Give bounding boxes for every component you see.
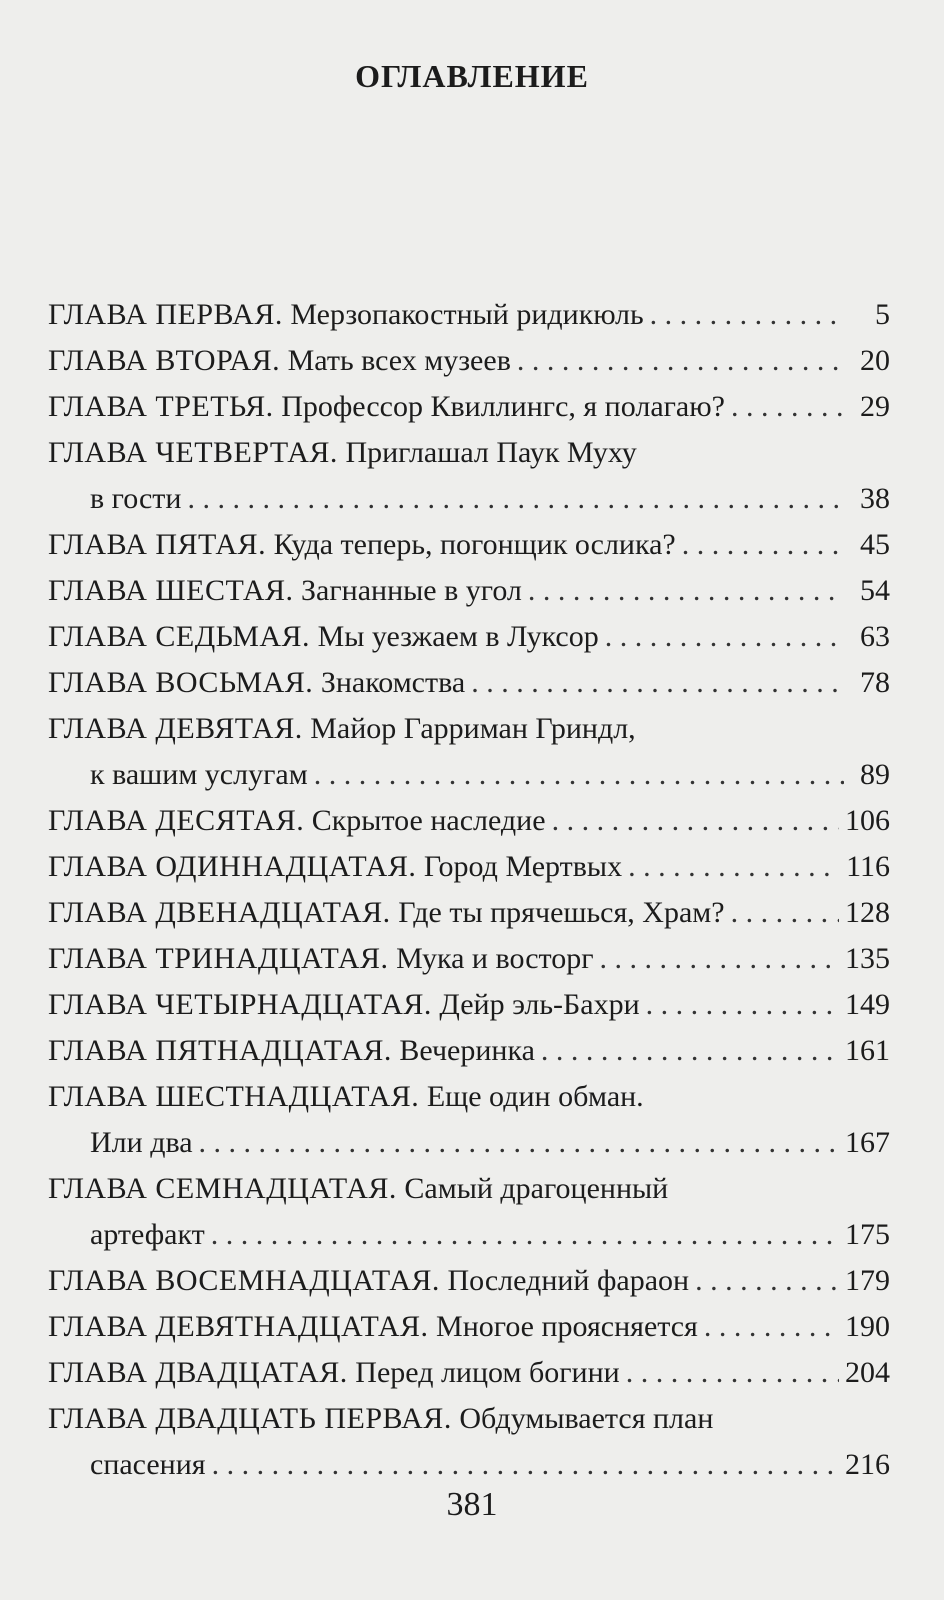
dot-leader bbox=[605, 614, 844, 660]
chapter-title-continued: в гости bbox=[90, 482, 182, 515]
chapter-label: ГЛАВА СЕДЬМАЯ. bbox=[48, 620, 311, 653]
toc-line bbox=[48, 1258, 890, 1304]
dot-leader bbox=[682, 522, 844, 568]
toc-line bbox=[48, 1350, 890, 1396]
dot-leader bbox=[650, 292, 844, 338]
chapter-title: Где ты прячешься, Храм? bbox=[398, 896, 725, 929]
chapter-page-number: 161 bbox=[845, 1034, 890, 1067]
chapter-page-number: 89 bbox=[860, 758, 890, 791]
chapter-page-number: 135 bbox=[845, 942, 890, 975]
toc-entry bbox=[48, 1350, 890, 1396]
toc-line-continued bbox=[48, 1120, 890, 1166]
page-title: ОГЛАВЛЕНИЕ bbox=[355, 58, 589, 94]
toc-line-continued bbox=[48, 1442, 890, 1488]
chapter-label: ГЛАВА ТРИНАДЦАТАЯ. bbox=[48, 942, 389, 975]
dot-leader bbox=[541, 1028, 839, 1074]
dot-leader bbox=[517, 338, 844, 384]
chapter-page-number: 106 bbox=[845, 804, 890, 837]
separator bbox=[283, 292, 291, 338]
toc-entry bbox=[48, 1258, 890, 1304]
chapter-title-continued: спасения bbox=[90, 1448, 206, 1481]
separator bbox=[452, 1396, 460, 1442]
chapter-title: Многое проясняется bbox=[436, 1310, 698, 1343]
chapter-title: Дейр эль-Бахри bbox=[439, 988, 640, 1021]
toc-line bbox=[48, 614, 890, 660]
toc-line bbox=[48, 1304, 890, 1350]
chapter-label: ГЛАВА ШЕСТАЯ. bbox=[48, 574, 294, 607]
separator bbox=[392, 1028, 400, 1074]
chapter-title: Мерзопакостный ридикюль bbox=[290, 298, 644, 331]
toc-entry bbox=[48, 936, 890, 982]
chapter-page-number: 78 bbox=[860, 666, 890, 699]
toc-line bbox=[48, 936, 890, 982]
separator bbox=[304, 798, 312, 844]
separator bbox=[274, 384, 282, 430]
toc-line bbox=[48, 568, 890, 614]
toc-line bbox=[48, 522, 890, 568]
dot-leader bbox=[731, 384, 844, 430]
toc-entry bbox=[48, 614, 890, 660]
toc-entry bbox=[48, 706, 890, 798]
toc-entry bbox=[48, 568, 890, 614]
chapter-title: Загнанные в угол bbox=[301, 574, 522, 607]
page-number: 381 bbox=[446, 1486, 498, 1523]
chapter-page-number: 175 bbox=[845, 1218, 890, 1251]
toc-entry bbox=[48, 1074, 890, 1166]
chapter-title: Еще один обман. bbox=[426, 1080, 644, 1113]
chapter-page-number: 179 bbox=[845, 1264, 890, 1297]
chapter-title: Мы уезжаем в Луксор bbox=[317, 620, 599, 653]
separator bbox=[389, 936, 397, 982]
toc-entry bbox=[48, 982, 890, 1028]
chapter-label: ГЛАВА ДВАДЦАТЬ ПЕРВАЯ. bbox=[48, 1402, 452, 1435]
dot-leader bbox=[731, 890, 839, 936]
chapter-page-number: 29 bbox=[860, 390, 890, 423]
toc-entry bbox=[48, 384, 890, 430]
chapter-label: ГЛАВА ПЕРВАЯ. bbox=[48, 298, 283, 331]
dot-leader bbox=[187, 476, 844, 522]
chapter-title: Майор Гарриман Гриндл, bbox=[310, 712, 636, 745]
chapter-label: ГЛАВА ТРЕТЬЯ. bbox=[48, 390, 274, 423]
separator bbox=[397, 1166, 405, 1212]
chapter-page-number: 63 bbox=[860, 620, 890, 653]
chapter-page-number: 116 bbox=[846, 850, 890, 883]
separator bbox=[266, 522, 274, 568]
chapter-label: ГЛАВА ДЕВЯТНАДЦАТАЯ. bbox=[48, 1310, 429, 1343]
dot-leader bbox=[628, 844, 840, 890]
separator bbox=[338, 430, 346, 476]
toc-line bbox=[48, 1074, 890, 1120]
chapter-label: ГЛАВА ВТОРАЯ. bbox=[48, 344, 281, 377]
chapter-label: ГЛАВА ОДИННАДЦАТАЯ. bbox=[48, 850, 417, 883]
toc-line bbox=[48, 844, 890, 890]
toc-entry bbox=[48, 1028, 890, 1074]
separator bbox=[280, 338, 288, 384]
chapter-label: ГЛАВА ШЕСТНАДЦАТАЯ. bbox=[48, 1080, 420, 1113]
dot-leader bbox=[552, 798, 839, 844]
chapter-label: ГЛАВА ВОСЕМНАДЦАТАЯ. bbox=[48, 1264, 440, 1297]
toc-entry bbox=[48, 1166, 890, 1258]
chapter-label: ГЛАВА ВОСЬМАЯ. bbox=[48, 666, 314, 699]
toc-entry bbox=[48, 338, 890, 384]
chapter-title: Вечеринка bbox=[399, 1034, 535, 1067]
separator bbox=[303, 706, 311, 752]
chapter-title: Перед лицом богини bbox=[355, 1356, 620, 1389]
chapter-page-number: 128 bbox=[845, 896, 890, 929]
chapter-title: Знакомства bbox=[320, 666, 466, 699]
chapter-title: Мать всех музеев bbox=[287, 344, 511, 377]
toc-entry bbox=[48, 292, 890, 338]
chapter-page-number: 54 bbox=[860, 574, 890, 607]
toc-entry bbox=[48, 522, 890, 568]
chapter-label: ГЛАВА ДЕВЯТАЯ. bbox=[48, 712, 303, 745]
toc-line bbox=[48, 982, 890, 1028]
separator bbox=[419, 1074, 427, 1120]
chapter-title: Приглашал Паук Муху bbox=[345, 436, 637, 469]
dot-leader bbox=[695, 1258, 839, 1304]
dot-leader bbox=[704, 1304, 839, 1350]
separator bbox=[432, 982, 440, 1028]
dot-leader bbox=[600, 936, 839, 982]
dot-leader bbox=[528, 568, 844, 614]
toc-entry bbox=[48, 1396, 890, 1488]
toc-line bbox=[48, 338, 890, 384]
chapter-label: ГЛАВА ДВАДЦАТАЯ. bbox=[48, 1356, 348, 1389]
toc-line bbox=[48, 1396, 890, 1442]
chapter-label: ГЛАВА ПЯТНАДЦАТАЯ. bbox=[48, 1034, 392, 1067]
toc-line bbox=[48, 1166, 890, 1212]
chapter-page-number: 204 bbox=[845, 1356, 890, 1389]
chapter-page-number: 45 bbox=[860, 528, 890, 561]
chapter-title: Последний фараон bbox=[447, 1264, 690, 1297]
separator bbox=[391, 890, 399, 936]
toc-line bbox=[48, 798, 890, 844]
toc-line bbox=[48, 1028, 890, 1074]
chapter-page-number: 5 bbox=[875, 298, 890, 331]
separator bbox=[429, 1304, 437, 1350]
chapter-title: Скрытое наследие bbox=[311, 804, 546, 837]
toc-line bbox=[48, 384, 890, 430]
chapter-title: Мука и восторг bbox=[396, 942, 594, 975]
chapter-page-number: 216 bbox=[845, 1448, 890, 1481]
separator bbox=[313, 660, 321, 706]
chapter-page-number: 20 bbox=[860, 344, 890, 377]
dot-leader bbox=[199, 1120, 839, 1166]
toc-entry bbox=[48, 798, 890, 844]
chapter-title: Город Мертвых bbox=[423, 850, 623, 883]
toc-line bbox=[48, 890, 890, 936]
chapter-label: ГЛАВА ДЕСЯТАЯ. bbox=[48, 804, 305, 837]
separator bbox=[440, 1258, 448, 1304]
chapter-label: ГЛАВА ДВЕНАДЦАТАЯ. bbox=[48, 896, 391, 929]
toc-entry bbox=[48, 660, 890, 706]
toc-entry bbox=[48, 430, 890, 522]
chapter-title-continued: к вашим услугам bbox=[90, 758, 308, 791]
dot-leader bbox=[646, 982, 839, 1028]
chapter-title: Куда теперь, погонщик ослика? bbox=[273, 528, 676, 561]
toc-entry bbox=[48, 1304, 890, 1350]
chapter-label: ГЛАВА СЕМНАДЦАТАЯ. bbox=[48, 1172, 397, 1205]
toc-entry bbox=[48, 844, 890, 890]
separator bbox=[294, 568, 302, 614]
dot-leader bbox=[626, 1350, 839, 1396]
toc-line bbox=[48, 706, 890, 752]
toc-line bbox=[48, 292, 890, 338]
chapter-title-continued: Или два bbox=[90, 1126, 193, 1159]
toc-line bbox=[48, 430, 890, 476]
chapter-page-number: 190 bbox=[845, 1310, 890, 1343]
chapter-page-number: 167 bbox=[845, 1126, 890, 1159]
dot-leader bbox=[211, 1212, 839, 1258]
toc-line-continued bbox=[48, 476, 890, 522]
toc-entry bbox=[48, 890, 890, 936]
separator bbox=[310, 614, 318, 660]
chapter-label: ГЛАВА ЧЕТЫРНАДЦАТАЯ. bbox=[48, 988, 432, 1021]
dot-leader bbox=[471, 660, 844, 706]
chapter-page-number: 38 bbox=[860, 482, 890, 515]
chapter-label: ГЛАВА ПЯТАЯ. bbox=[48, 528, 267, 561]
chapter-label: ГЛАВА ЧЕТВЕРТАЯ. bbox=[48, 436, 338, 469]
separator bbox=[348, 1350, 356, 1396]
dot-leader bbox=[314, 752, 844, 798]
chapter-title-continued: артефакт bbox=[90, 1218, 205, 1251]
separator bbox=[416, 844, 424, 890]
toc-line bbox=[48, 660, 890, 706]
dot-leader bbox=[212, 1442, 839, 1488]
table-of-contents bbox=[48, 292, 890, 1488]
toc-line-continued bbox=[48, 1212, 890, 1258]
chapter-title: Самый драгоценный bbox=[404, 1172, 669, 1205]
chapter-title: Профессор Квиллингс, я полагаю? bbox=[281, 390, 725, 423]
chapter-title: Обдумывается план bbox=[459, 1402, 714, 1435]
toc-line-continued bbox=[48, 752, 890, 798]
chapter-page-number: 149 bbox=[845, 988, 890, 1021]
